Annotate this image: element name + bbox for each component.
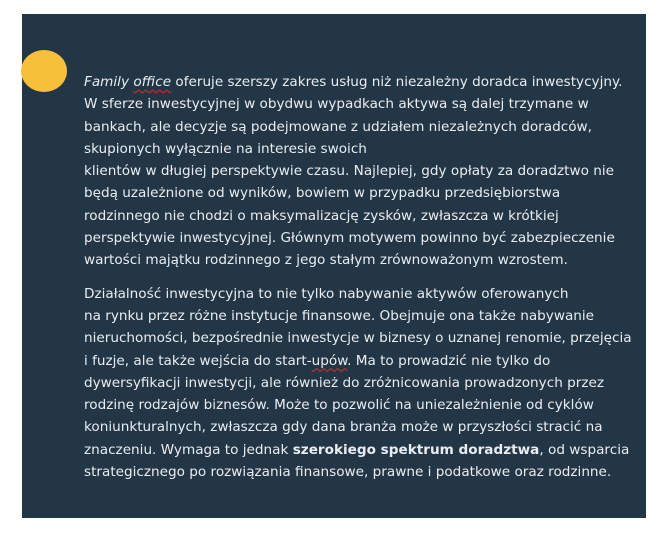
text-panel: [22, 14, 646, 518]
text-line: bankach, ale decyzje są podejmowane z udziałem niezależnych doradców,: [84, 118, 592, 135]
text-line: nieruchomości, bezpośrednie inwestycje w biznesy o uznanej renomie, przejęcia: [84, 330, 632, 347]
text-line: Działalność inwestycyjna to nie tylko nabywanie aktywów oferowanych: [84, 285, 569, 302]
family-text: Family: [84, 74, 134, 90]
yellow-circle-decoration: [21, 50, 67, 92]
text-line: [84, 439, 654, 461]
text-fragment: i fuzje, ale także wejścia do start-: [84, 352, 312, 369]
text-fragment: oferuje szerszy zakres usług niż niezależny doradca inwestycyjny.: [171, 74, 623, 90]
office-text: office: [133, 74, 172, 90]
text-fragment: znaczeniu. Wymaga to jednak: [84, 441, 293, 458]
text-line: na rynku przez różne instytucje finansowe. Obejmuje ona także nabywanie: [84, 307, 595, 324]
text-line: koniunkturalnych, zwłaszcza gdy dana branża może w przyszłości stracić na: [84, 419, 603, 436]
text-line: skupionych wyłącznie na interesie swoich: [84, 140, 367, 157]
text-line: wartości majątku rodzinnego z jego stałym zrównoważonym wzrostem.: [84, 252, 568, 269]
paragraph-2: [84, 283, 654, 484]
upow-text: upów: [311, 352, 348, 369]
text-line: rodzinnego nie chodzi o maksymalizację zysków, zwłaszcza w krótkiej: [84, 207, 559, 224]
text-line: będą uzależnione od wyników, bowiem w przypadku przedsiębiorstwa: [84, 185, 561, 202]
text-line: [84, 350, 654, 372]
text-fragment: . Ma to prowadzić nie tylko do: [347, 352, 551, 369]
paragraph-1: [84, 71, 654, 272]
bold-emphasis: szerokiego spektrum doradztwa: [292, 441, 540, 458]
text-line: rodzinę rodzajów biznesów. Może to pozwolić na uniezależnienie od cyklów: [84, 397, 594, 414]
text-fragment: , od wsparcia: [539, 441, 630, 458]
text-line: strategicznego po rozwiązania finansowe, prawne i podatkowe oraz rodzinne.: [84, 464, 612, 481]
text-line: [84, 71, 654, 93]
text-line: dywersyfikacji inwestycji, ale również do zróżnicowania prowadzonych przez: [84, 374, 604, 391]
text-line: perspektywie inwestycyjnej. Głównym motywem powinno być zabezpieczenie: [84, 230, 615, 247]
body-text: [84, 71, 654, 483]
text-line: klientów w długiej perspektywie czasu. Najlepiej, gdy opłaty za doradztwo nie: [84, 163, 614, 180]
text-line: W sferze inwestycyjnej w obydwu wypadkach aktywa są dalej trzymane w: [84, 96, 589, 113]
